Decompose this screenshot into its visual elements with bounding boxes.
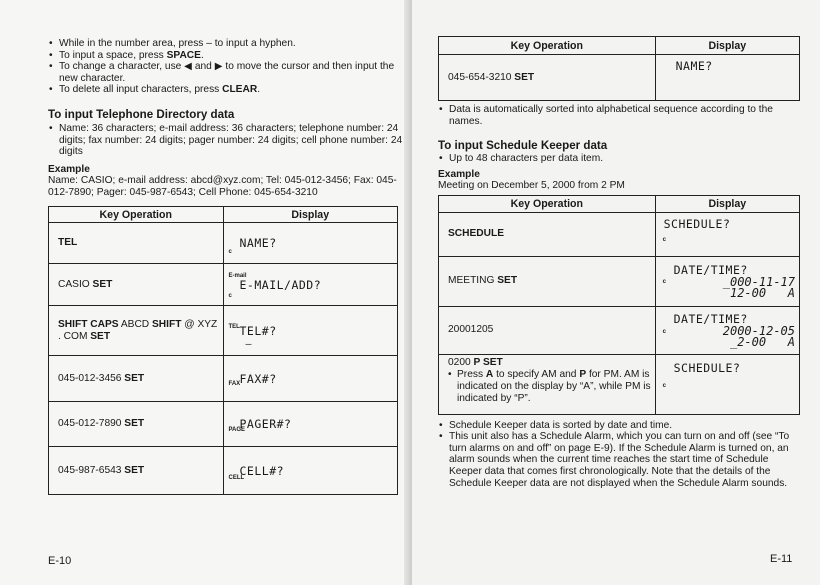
fax-indicator: FAX [228,381,241,388]
schedule-note-alarm: • This unit also has a Schedule Alarm, which you can turn on and off (see “To turn alarms on and off” on page E-9). If the Schedule Alarm is turned on, an alarm sounds when the current time reaches the start time of Schedule Keeper data that comes first chronologically. Note that the details of the Schedule Keeper data are not displayed when the Schedule Alarm sounds. [449,431,800,489]
table-row: 045-654-3210 SET NAME? [439,55,800,101]
table-row: 045-987-6543 SET CELL CELL#? [49,447,398,495]
cursor-indicator: — [245,342,252,349]
table-row: TEL NAME? c [49,223,398,264]
page-number: E-11 [770,553,793,565]
example-label: Example [48,163,90,175]
tel-section-title: To input Telephone Directory data [48,107,235,121]
email-indicator: E-mail [228,273,247,280]
cursor-indicator: c [662,382,666,389]
cursor-indicator: c [662,328,666,335]
table-row: 045-012-7890 SET PAGE PAGER#? [49,402,398,447]
date-readout: _000-11-17 [722,275,795,290]
lcd-screen: NAME? [239,236,277,251]
example-text: Name: CASIO; e-mail address: abcd@xyz.com; Tel: 045-012-3456; Fax: 045-012-7890; Pager: 045-987-6543; Cell Phone: 045-654-3210 [48,174,397,198]
example-text: Meeting on December 5, 2000 from 2 PM [438,179,625,191]
schedule-note-sort: • Schedule Keeper data is sorted by date and time. [449,420,800,432]
table-row: SHIFT CAPS ABCD SHIFT @ XYZ . COM SET TEL TEL#? — [49,306,398,356]
lcd-screen: FAX#? [239,371,277,386]
tip-hyphen: • While in the number area, press – to input a hyphen. [59,38,404,50]
cursor-indicator: c [662,278,666,285]
lcd-screen: CELL#? [239,463,285,478]
col-display: Display [655,37,799,55]
lcd-screen: DATE/TIME? [673,263,748,278]
table-row: 20001205 DATE/TIME? 2000-12-05 _2-00 A c [439,306,800,354]
right-arrow-icon: ▶ [214,61,223,73]
table-row: SCHEDULE SCHEDULE? c [439,212,800,256]
col-key-operation: Key Operation [49,207,224,223]
sort-note: • Data is automatically sorted into alphabetical sequence according to the names. [449,104,800,127]
tip-cursor: • To change a character, use ◀ and ▶ to move the cursor and then input the new character. [59,61,404,84]
cell-key-table [438,36,800,101]
table-row: CASIO SET E-mail E-MAIL/ADD? c [49,264,398,306]
lcd-screen: SCHEDULE? [663,216,731,231]
col-key-operation: Key Operation [439,37,656,55]
table-row: 045-012-3456 SET FAX FAX#? [49,356,398,402]
lcd-screen: PAGER#? [239,417,292,432]
table-row: MEETING SET DATE/TIME? _000-11-17 12-00 A c [439,256,800,306]
lcd-screen: SCHEDULE? [673,360,741,375]
table-row: 0200 P SET • Press A to specify AM and P for PM. AM is indicated on the display by “A”, while PM is indicated by “P”. SCHEDULE? c [439,354,800,414]
lcd-screen: NAME? [675,59,713,73]
left-arrow-icon: ◀ [184,61,193,73]
schedule-section-title: To input Schedule Keeper data [438,139,608,153]
lcd-screen: DATE/TIME? [673,312,748,327]
page-number: E-10 [48,555,72,567]
cell-indicator: CELL [228,475,245,482]
cursor-indicator: c [228,293,232,300]
tel-indicator: TEL [228,324,240,331]
cursor-indicator: c [228,249,232,256]
tip-space: • To input a space, press SPACE. [59,50,404,62]
tel-limits: • Name: 36 characters; e-mail address: 36 characters; telephone number: 24 digits; fax number: 24 digits; pager number: 24 digits; cell phone number: 24 digits [59,123,404,158]
schedule-key-table [438,195,800,415]
time-readout: _2-00 A [729,335,795,350]
date-readout: 2000-12-05 [722,324,795,339]
cursor-indicator: c [662,236,666,243]
right-page [412,0,820,585]
time-readout: 12-00 A [729,286,795,301]
schedule-limits: • Up to 48 characters per data item. [449,153,800,165]
input-tips-list [48,38,404,96]
tel-key-table [48,206,398,495]
pager-indicator: PAGE [228,427,246,434]
col-display: Display [223,207,398,223]
example-label: Example [438,168,480,180]
tip-clear: • To delete all input characters, press CLEAR. [59,84,404,96]
lcd-screen: E-MAIL/ADD? [239,277,322,292]
col-key-operation: Key Operation [439,195,656,212]
lcd-screen: TEL#? [239,323,277,338]
col-display: Display [655,195,799,212]
